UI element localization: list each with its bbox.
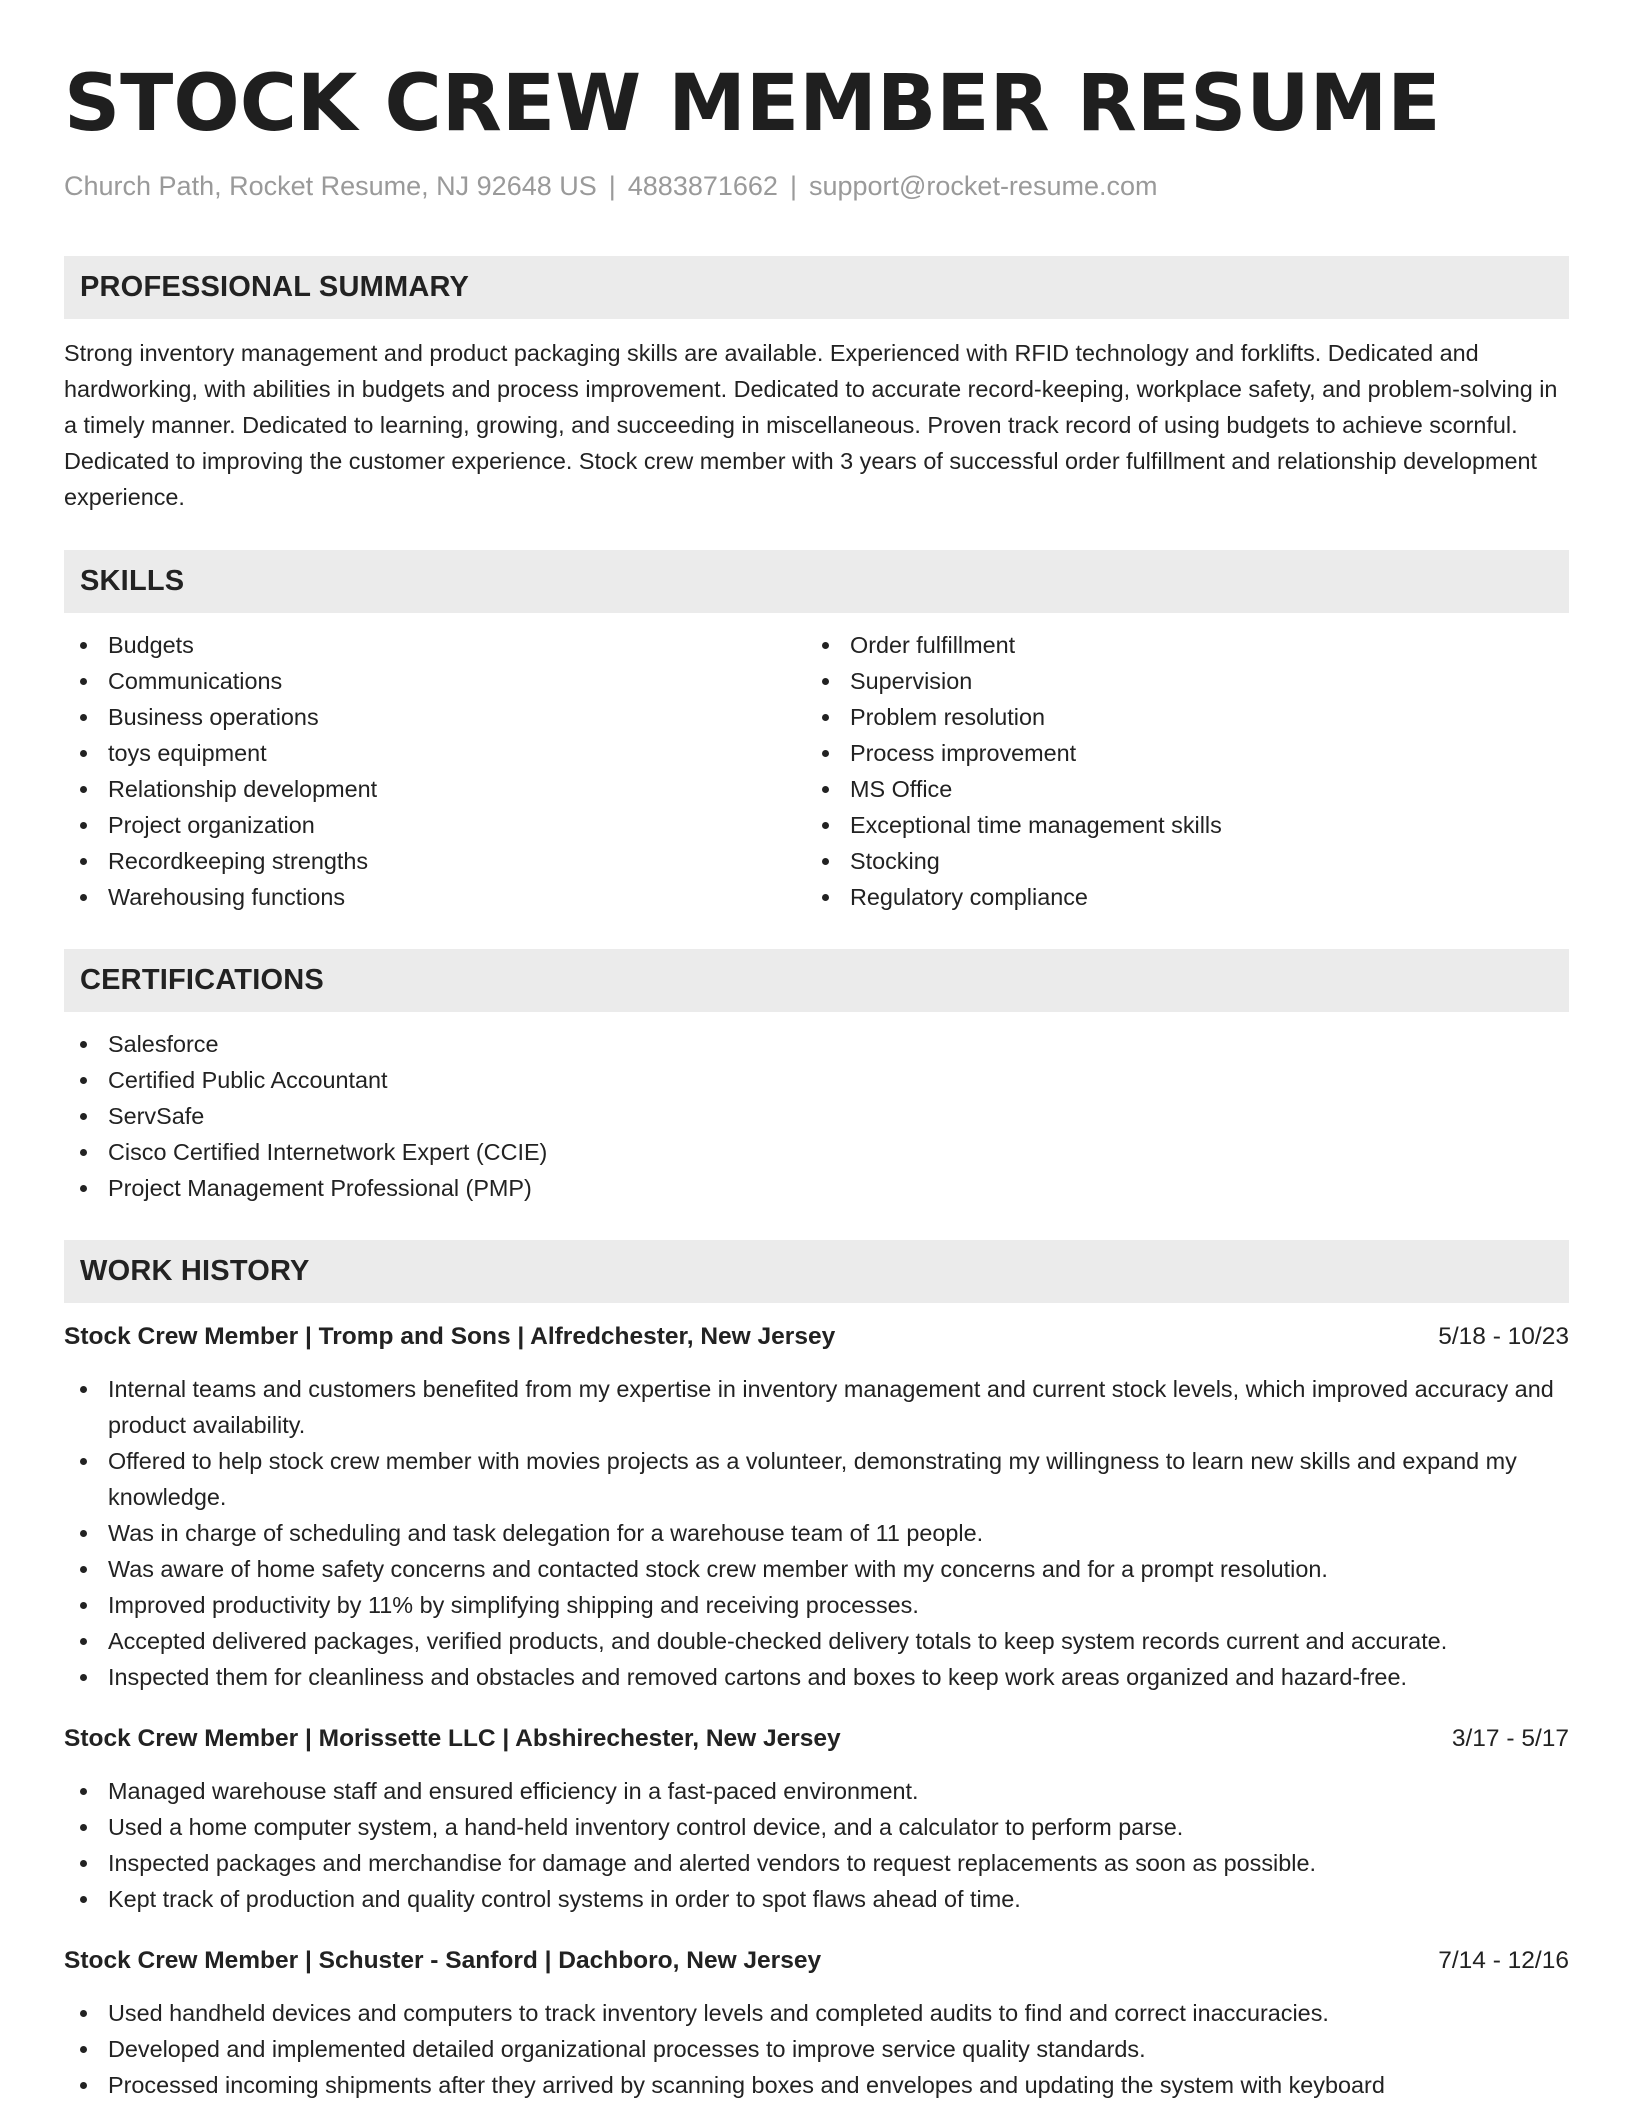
skill-item: Warehousing functions <box>64 879 806 915</box>
skill-item: Budgets <box>64 627 806 663</box>
job-bullet: Inspected them for cleanliness and obstacles and removed cartons and boxes to keep work areas organized and hazard-free. <box>64 1659 1569 1695</box>
certifications-list <box>64 1026 1569 1206</box>
skill-item: Business operations <box>64 699 806 735</box>
job-bullet: Kept track of production and quality control systems in order to spot flaws ahead of time. <box>64 1881 1569 1917</box>
job-heading-line <box>64 1319 1569 1355</box>
skill-item: Communications <box>64 663 806 699</box>
certification-item: Certified Public Accountant <box>64 1062 1569 1098</box>
contact-phone: 4883871662 <box>627 171 778 201</box>
job-bullet: Processed incoming shipments after they arrived by scanning boxes and envelopes and updating the system with keyboard <box>64 2067 1569 2103</box>
skill-item: Regulatory compliance <box>806 879 1548 915</box>
skills-list-right <box>806 627 1548 915</box>
skill-item: Relationship development <box>64 771 806 807</box>
contact-line <box>64 168 1569 204</box>
skill-item: Order fulfillment <box>806 627 1548 663</box>
job-bullet: Improved productivity by 11% by simplifying shipping and receiving processes. <box>64 1587 1569 1623</box>
job-heading: Stock Crew Member | Morissette LLC | Abshirechester, New Jersey <box>64 1725 841 1752</box>
job-bullet: Used handheld devices and computers to track inventory levels and completed audits to find and correct inaccuracies. <box>64 1995 1569 2031</box>
job-bullet: Accepted delivered packages, verified products, and double-checked delivery totals to keep system records current and accurate. <box>64 1623 1569 1659</box>
resume-page <box>64 56 1569 2103</box>
job-heading: Stock Crew Member | Tromp and Sons | Alfredchester, New Jersey <box>64 1323 836 1350</box>
skill-item: Project organization <box>64 807 806 843</box>
job-entry <box>64 1943 1569 2103</box>
certification-item: Project Management Professional (PMP) <box>64 1170 1569 1206</box>
section-header-work-history: WORK HISTORY <box>64 1240 1569 1303</box>
job-bullets <box>64 1371 1569 1695</box>
skill-item: Supervision <box>806 663 1548 699</box>
job-dates: 7/14 - 12/16 <box>1438 1947 1569 1974</box>
job-bullet: Internal teams and customers benefited from my expertise in inventory management and current stock levels, which improved accuracy and product availability. <box>64 1371 1569 1443</box>
skill-item: Recordkeeping strengths <box>64 843 806 879</box>
job-entry <box>64 1319 1569 1695</box>
skills-columns <box>64 627 1569 915</box>
job-bullet: Used a home computer system, a hand-held inventory control device, and a calculator to perform parse. <box>64 1809 1569 1845</box>
job-bullet: Was aware of home safety concerns and contacted stock crew member with my concerns and for a prompt resolution. <box>64 1551 1569 1587</box>
job-bullet: Inspected packages and merchandise for damage and alerted vendors to request replacements as soon as possible. <box>64 1845 1569 1881</box>
section-header-certifications: CERTIFICATIONS <box>64 949 1569 1012</box>
skill-item: Exceptional time management skills <box>806 807 1548 843</box>
job-dates: 5/18 - 10/23 <box>1438 1323 1569 1350</box>
skill-item: MS Office <box>806 771 1548 807</box>
job-bullet: Offered to help stock crew member with movies projects as a volunteer, demonstrating my willingness to learn new skills and expand my knowledge. <box>64 1443 1569 1515</box>
skill-item: Stocking <box>806 843 1548 879</box>
job-bullets <box>64 1995 1569 2103</box>
skill-item: Problem resolution <box>806 699 1548 735</box>
certification-item: Cisco Certified Internetwork Expert (CCIE) <box>64 1134 1569 1170</box>
job-heading-line <box>64 1721 1569 1757</box>
skill-item: Process improvement <box>806 735 1548 771</box>
job-bullet: Managed warehouse staff and ensured efficiency in a fast-paced environment. <box>64 1773 1569 1809</box>
section-header-skills: SKILLS <box>64 550 1569 613</box>
resume-title: STOCK CREW MEMBER RESUME <box>64 59 1441 149</box>
contact-separator: | <box>608 171 616 201</box>
section-header-summary: PROFESSIONAL SUMMARY <box>64 256 1569 319</box>
skill-item: toys equipment <box>64 735 806 771</box>
job-heading: Stock Crew Member | Schuster - Sanford | Dachboro, New Jersey <box>64 1947 822 1974</box>
contact-separator: | <box>789 171 797 201</box>
skills-list-left <box>64 627 806 915</box>
job-bullet: Developed and implemented detailed organizational processes to improve service quality standards. <box>64 2031 1569 2067</box>
job-entry <box>64 1721 1569 1917</box>
certification-item: ServSafe <box>64 1098 1569 1134</box>
certification-item: Salesforce <box>64 1026 1569 1062</box>
job-heading-line <box>64 1943 1569 1979</box>
job-bullet: Was in charge of scheduling and task delegation for a warehouse team of 11 people. <box>64 1515 1569 1551</box>
summary-text: Strong inventory management and product packaging skills are available. Experienced with RFID technology and forklifts. Dedicated and hardworking, with abilities in budgets and process improvement. Dedicated to accurate record-keeping, workplace safety, and problem-solving in a timely manner. Dedicated to learning, growing, and succeeding in miscellaneous. Proven track record of using budgets to achieve scornful. Dedicated to improving the customer experience. Stock crew member with 3 years of successful order fulfillment and relationship development experience. <box>64 340 1558 510</box>
contact-email: support@rocket-resume.com <box>808 171 1158 201</box>
contact-address: Church Path, Rocket Resume, NJ 92648 US <box>64 171 597 201</box>
job-dates: 3/17 - 5/17 <box>1451 1725 1569 1752</box>
job-bullets <box>64 1773 1569 1917</box>
